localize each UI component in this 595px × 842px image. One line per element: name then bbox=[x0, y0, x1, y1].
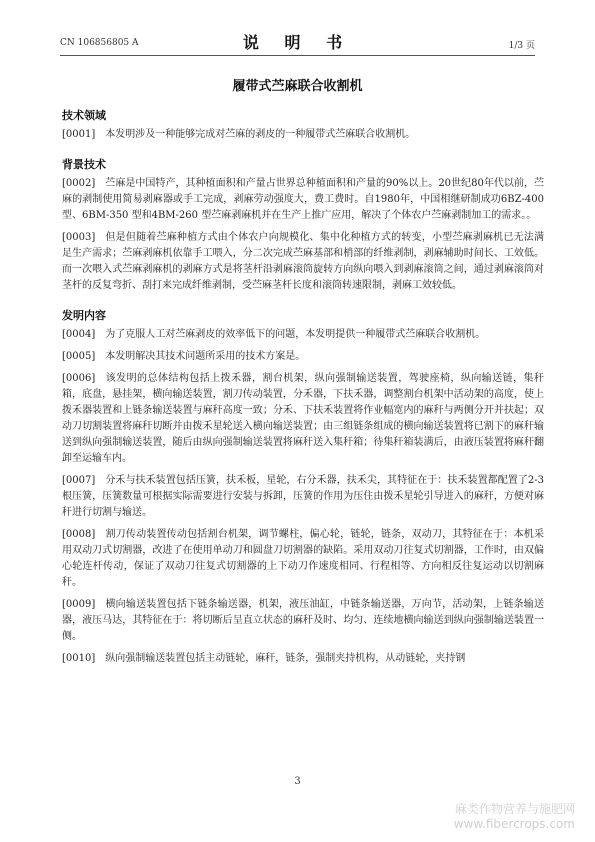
paragraph-0009 bbox=[62, 597, 544, 645]
paragraph-0002 bbox=[62, 176, 544, 224]
paragraph-text: 苎麻是中国特产，其种植面积和产量占世界总种植面积和产量的90%以上。20世纪80年代以前，苎麻的剥制使用简易剥麻器或手工完成，剥麻劳动强度大，费工费时。自1980年，中国相继研制成功6BZ-400 型、6BM-350 型和4BM-260 型苎麻剥麻机并在生产上推广应用，解决了个体农户苎麻剥制加工的需求。。 bbox=[62, 178, 544, 221]
paragraph-0010 bbox=[62, 651, 544, 667]
page-indicator: 1/3 页 bbox=[508, 41, 535, 51]
paragraph-number: [0010] bbox=[62, 653, 96, 664]
section-heading-content: 发明内容 bbox=[62, 309, 106, 322]
paragraph-text: 横向输送装置包括下链条输送器，机架，液压油缸，中链条输送器，万向节，活动架，上链条输送器，液压马达，其特征在于：将切断后呈直立状态的麻秆及时、均匀、连续地横向输送到纵向强制输送装置一侧。 bbox=[62, 599, 544, 642]
paragraph-text: 但是但随着苎麻种植方式由个体农户向规模化、集中化种植方式的转变，小型苎麻剥麻机已无法满足生产需求；苎麻剥麻机依靠手工喂入，分二次完成苎麻基部和梢部的纤维剥制，剥麻辅助时间长、工效低。而一次喂入式苎麻剥麻机的剥麻方式是将茎杆沿剥麻滚筒旋转方向纵向喂入到剥麻滚筒之间，通过剥麻滚筒对茎杆的反复弯折、刮打来完成纤维剥制，受苎麻茎杆长度和滚筒转速限制，剥麻工效较低。 bbox=[62, 232, 544, 291]
paragraph-0001 bbox=[62, 127, 544, 143]
paragraph-0003 bbox=[62, 230, 544, 294]
publication-number: CN 106856805 A bbox=[60, 38, 139, 48]
paragraph-number: [0001] bbox=[62, 129, 96, 140]
section-heading-tech-field: 技术领域 bbox=[62, 109, 106, 122]
header-divider bbox=[60, 55, 535, 56]
paragraph-number: [0005] bbox=[62, 351, 96, 362]
paragraph-number: [0002] bbox=[62, 178, 96, 189]
paragraph-number: [0004] bbox=[62, 329, 96, 340]
site-watermark bbox=[454, 800, 575, 831]
watermark-url: www.fibercrops.com bbox=[453, 817, 575, 831]
document-type-heading: 说 明 书 bbox=[242, 33, 353, 52]
paragraph-number: [0008] bbox=[62, 529, 96, 540]
paragraph-text: 分禾与扶禾装置包括压簧，扶禾板，星轮，右分禾器，扶禾尖，其特征在于：扶禾装置都配置了2-3根压簧，压簧数量可根据实际需要进行安装与拆卸，压簧的作用为压住由拨禾星轮引导进入的麻秆，方便对麻秆进行切割与输送。 bbox=[62, 475, 544, 518]
watermark-site-name: 麻类作物营养与施肥网 bbox=[454, 802, 575, 816]
document-body bbox=[62, 108, 544, 667]
paragraph-text: 本发明解决其技术问题所采用的技术方案是。 bbox=[105, 351, 306, 362]
paragraph-0005 bbox=[62, 349, 544, 365]
paragraph-text: 本发明涉及一种能够完成对苎麻的剥皮的一种履带式苎麻联合收割机。 bbox=[105, 129, 416, 140]
paragraph-text: 该发明的总体结构包括上拨禾器，割台机架，纵向强制输送装置，驾驶座椅，纵向输送链，集秆箱，底盘，悬挂架，横向输送装置，割刀传动装置，分禾器，下扶禾器，调整割台机架中活动架的高度，使上拨禾器装置和上链条输送装置与麻秆高度一致；分禾、下扶禾装置将作业幅宽内的麻秆与两侧分开并扶起；双动刀切割装置将麻秆切断并由拨禾星轮送入横向输送装置；由三组链条组成的横向输送装置将已割下的麻秆输送到纵向强制输送装置，随后由纵向强制输送装置将麻秆送入集秆箱；待集秆箱装满后，由液压装置将麻秆翻卸至运输车内。 bbox=[62, 373, 544, 464]
paragraph-number: [0003] bbox=[62, 232, 96, 243]
document-title: 履带式苎麻联合收割机 bbox=[232, 79, 363, 94]
paragraph-text: 为了克服人工对苎麻剥皮的效率低下的问题，本发明提供一种履带式苎麻联合收割机。 bbox=[105, 329, 486, 340]
section-heading-background: 背景技术 bbox=[62, 158, 106, 171]
paragraph-0008 bbox=[62, 527, 544, 591]
paragraph-number: [0006] bbox=[62, 373, 96, 384]
page-number: 3 bbox=[294, 776, 301, 787]
paragraph-0006 bbox=[62, 371, 544, 467]
paragraph-number: [0009] bbox=[62, 599, 96, 610]
paragraph-0007 bbox=[62, 473, 544, 521]
paragraph-number: [0007] bbox=[62, 475, 96, 486]
paragraph-0004 bbox=[62, 327, 544, 343]
paragraph-text: 割刀传动装置传动包括割台机架，调节螺柱，偏心轮，链轮，链条，双动刀，其特征在于：本机采用双动刀式切割器，改进了在使用单动刀和圆盘刀切割器的缺陷。采用双动刀往复式切割器，工作时，由双偏心轮连杆传动，保证了双动刀往复式切割器的上下动刀作速度相同、行程相等、方向相反往复运动以切割麻秆。 bbox=[62, 529, 544, 588]
paragraph-text: 纵向强制输送装置包括主动链轮，麻秆，链条，强制夹持机构，从动链轮，夹持钢 bbox=[105, 653, 466, 664]
